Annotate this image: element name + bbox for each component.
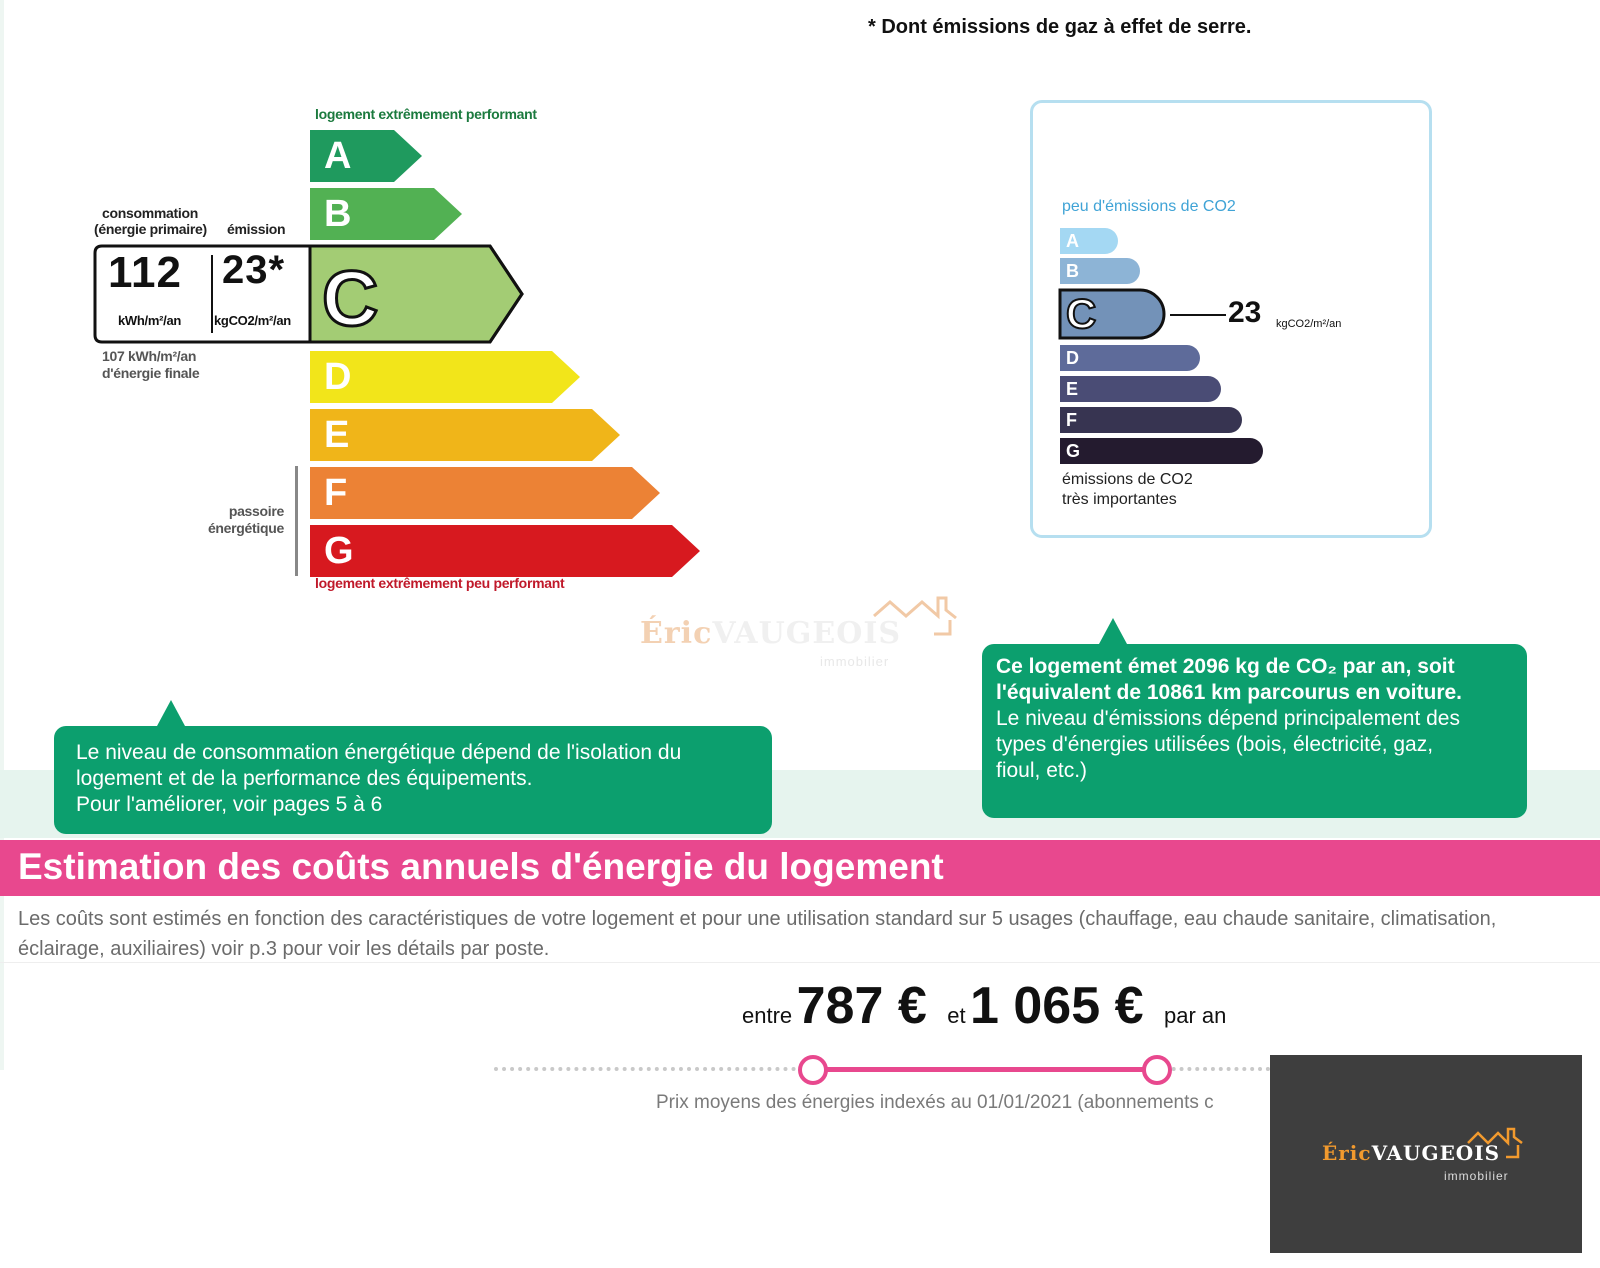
range-line xyxy=(812,1067,1156,1072)
co2-pointer-line xyxy=(1170,314,1226,316)
co2-class-a-letter: A xyxy=(1066,231,1079,251)
logo-roof-icon xyxy=(1466,1127,1526,1161)
ghg-footnote: * Dont émissions de gaz à effet de serre. xyxy=(868,16,1252,38)
costs-title: Estimation des coûts annuels d'énergie du logement xyxy=(18,846,944,887)
scale-top-label: logement extrêmement performant xyxy=(315,106,537,122)
scale-bottom-label: logement extrêmement peu performant xyxy=(315,575,565,591)
co2-info-bold-2: l'équivalent de 10861 km parcourus en voiture. xyxy=(996,681,1462,704)
energy-info-line-2: logement et de la performance des équipements. xyxy=(76,767,533,790)
prix-note: Prix moyens des énergies indexés au 01/01/2021 (abonnements c xyxy=(656,1092,1214,1113)
cost-et: et xyxy=(947,1003,966,1028)
consumption-header-2: (énergie primaire) xyxy=(94,221,207,237)
energy-class-e-letter: E xyxy=(324,414,350,456)
co2-class-g xyxy=(1060,438,1263,464)
energy-class-g-letter: G xyxy=(324,530,354,572)
co2-class-b xyxy=(1060,258,1140,284)
range-dotted-left xyxy=(494,1067,812,1071)
co2-class-f xyxy=(1060,407,1242,433)
co2-class-g-letter: G xyxy=(1066,441,1081,461)
logo-eric: Éric xyxy=(1322,1141,1372,1165)
emission-unit: kgCO2/m²/an xyxy=(214,313,291,328)
energy-class-b xyxy=(310,188,434,240)
costs-description: Les coûts sont estimés en fonction des caractéristiques de votre logement et pour une utilisation standard sur 5 usages (chauffage, eau chaude sanitaire, climatisation, éclairage, auxiliaires) voir p.3 pour voir les détails par poste. xyxy=(18,908,1497,960)
watermark-logo xyxy=(640,616,901,651)
cost-entre: entre xyxy=(742,1003,793,1028)
co2-info-bold-1: Ce logement émet 2096 kg de CO₂ par an, soit xyxy=(996,655,1455,678)
range-max-knob xyxy=(1142,1055,1172,1085)
co2-info-line-4: types d'énergies utilisées (bois, électricité, gaz, xyxy=(996,733,1434,756)
consumption-value: 112 xyxy=(108,248,182,297)
passoire-bracket xyxy=(295,466,298,576)
co2-info-line-5: fioul, etc.) xyxy=(996,759,1088,782)
passoire-label: passoire énergétique xyxy=(207,503,284,536)
co2-bottom-label-1: émissions de CO2 xyxy=(1062,471,1193,488)
final-energy-label: d'énergie finale xyxy=(102,365,200,381)
cost-range xyxy=(742,976,1226,1036)
watermark-eric: Éric xyxy=(640,616,713,651)
emission-header: émission xyxy=(227,221,286,237)
co2-class-d-letter: D xyxy=(1066,348,1079,368)
energy-class-f-letter: F xyxy=(324,472,348,514)
consumption-header-1: consommation xyxy=(102,205,198,221)
co2-class-e-letter: E xyxy=(1066,379,1079,399)
left-edge xyxy=(0,0,4,1070)
co2-info-bubble xyxy=(982,644,1527,818)
energy-class-a xyxy=(310,130,394,182)
co2-unit: kgCO2/m²/an xyxy=(1276,318,1342,330)
co2-class-b-letter: B xyxy=(1066,261,1079,281)
co2-class-c xyxy=(1058,288,1168,340)
energy-class-a-arrow xyxy=(394,130,422,182)
energy-class-e xyxy=(310,409,592,461)
consumption-unit: kWh/m²/an xyxy=(118,313,182,328)
co2-bottom-label xyxy=(1062,470,1193,510)
energy-class-f xyxy=(310,467,632,519)
energy-class-c-letter: C xyxy=(322,254,379,342)
agency-logo xyxy=(1270,1055,1582,1253)
energy-class-d-letter: D xyxy=(324,356,352,398)
co2-top-label: peu d'émissions de CO2 xyxy=(1062,198,1236,215)
co2-bottom-label-2: très importantes xyxy=(1062,491,1177,508)
logo-sub: immobilier xyxy=(1444,1169,1509,1183)
energy-class-g-arrow xyxy=(672,525,700,577)
energy-info-line-1: Le niveau de consommation énergétique dépend de l'isolation du xyxy=(76,741,682,764)
emission-value: 23* xyxy=(222,248,286,292)
watermark-roof-icon xyxy=(872,596,958,640)
co2-class-e xyxy=(1060,376,1221,402)
cost-min: 787 € xyxy=(796,977,927,1035)
co2-class-a xyxy=(1060,228,1118,254)
logo-name: VAUGEOIS xyxy=(1371,1141,1501,1165)
energy-info-line-3: Pour l'améliorer, voir pages 5 à 6 xyxy=(76,793,383,816)
bubble-left-tip xyxy=(157,700,185,726)
co2-class-d xyxy=(1060,345,1200,371)
co2-info-line-3: Le niveau d'émissions dépend principalement des xyxy=(996,707,1460,730)
energy-class-f-arrow xyxy=(632,467,660,519)
energy-class-d xyxy=(310,351,552,403)
energy-class-b-arrow xyxy=(434,188,462,240)
watermark-sub: immobilier xyxy=(820,654,890,669)
final-energy-value: 107 kWh/m²/an xyxy=(102,348,197,364)
energy-class-g xyxy=(310,525,672,577)
watermark-name: VAUGEOIS xyxy=(712,616,902,651)
energy-class-e-arrow xyxy=(592,409,620,461)
cost-per: par an xyxy=(1163,1003,1227,1028)
energy-info-bubble xyxy=(54,726,772,834)
cost-max: 1 065 € xyxy=(970,977,1144,1035)
co2-class-f-letter: F xyxy=(1066,410,1077,430)
energy-class-d-arrow xyxy=(552,351,580,403)
co2-class-c-letter: C xyxy=(1066,290,1097,337)
range-dotted-right xyxy=(1156,1067,1270,1071)
energy-class-b-letter: B xyxy=(324,193,352,235)
energy-class-a-letter: A xyxy=(324,135,352,177)
co2-value: 23 xyxy=(1228,296,1262,329)
separator xyxy=(0,962,1600,963)
bubble-right-tip xyxy=(1099,618,1127,644)
range-min-knob xyxy=(798,1055,828,1085)
